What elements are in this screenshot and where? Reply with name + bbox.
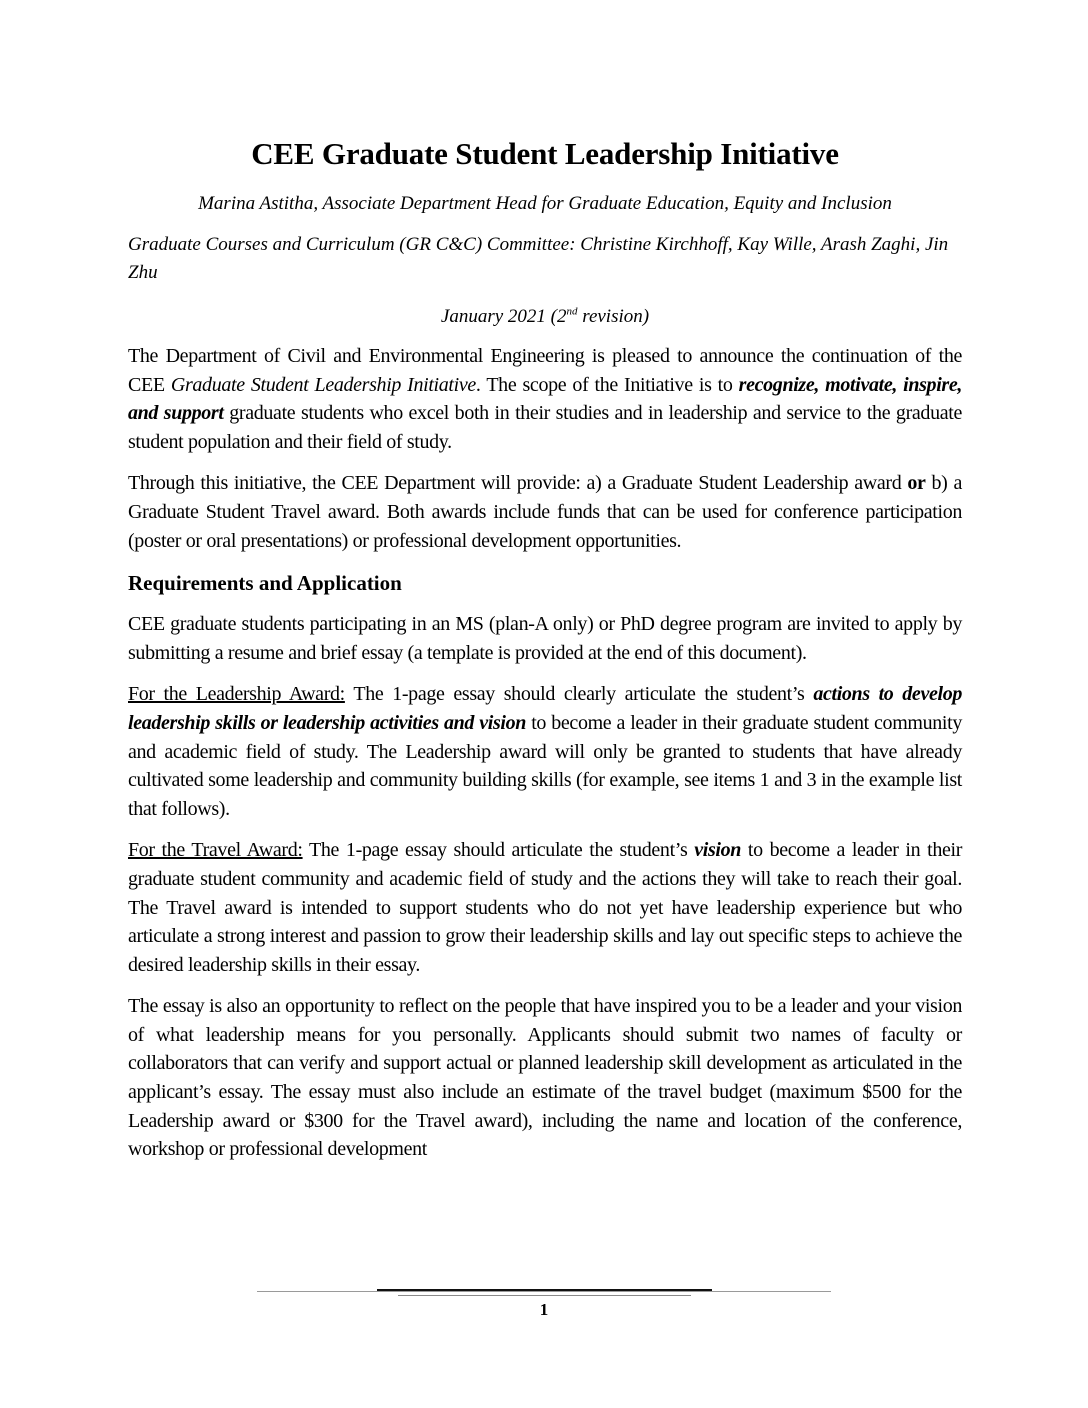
leadership-award-paragraph — [128, 680, 962, 823]
footer-divider-short — [398, 1295, 691, 1296]
text-run: to become a leader in their graduate student community and academic field of study. The Leadership award will only be granted to students that have already cultivated some leadership and community building skills (for example, see items 1 and 3 in the example list that follows). — [128, 711, 962, 820]
emphasis-text: actions to develop leadership skills or leadership activities and vision — [128, 683, 963, 734]
text-run: The Department of Civil and Environmental Engineering is pleased to announce the continuation of the CEE — [128, 345, 962, 396]
text-run: to become a leader in their graduate student community and academic field of study and the actions they will take to reach their goal. The Travel award is intended to support students who do not yet have leadership experience but who articulate a strong interest and passion to grow their leadership skills and lay out specific steps to achieve the desired leadership skills in their essay. — [128, 839, 963, 976]
text-run: The 1-page essay should articulate the student’s — [302, 839, 695, 862]
date-superscript: nd — [566, 305, 578, 318]
text-run: Through this initiative, the CEE Department will provide: a) a Graduate Student Leadership award — [128, 472, 908, 495]
page-content — [128, 132, 962, 1177]
section-heading-requirements: Requirements and Application — [128, 571, 402, 596]
intro-paragraph-1 — [128, 342, 962, 456]
emphasis-text: or — [907, 472, 926, 495]
initiative-name: Graduate Student Leadership Initiative — [170, 373, 476, 396]
essay-paragraph: The essay is also an opportunity to reflect on the people that have inspired you to be a leader and your vision of what leadership means for you personally. Applicants should submit two names of faculty or collaborators that can verify and support actual or planned leadership skill development as articulated in the applicant’s essay. The essay must also include an estimate of the travel budget (maximum $500 for the Leadership award or $300 for the Travel award), including the name and location of the conference, workshop or professional development — [128, 995, 962, 1161]
text-run: graduate students who excel both in their studies and in leadership and service to the graduate student population and their field of study. — [128, 402, 962, 453]
date-suffix: revision) — [577, 306, 650, 327]
document-date — [128, 303, 962, 331]
requirements-paragraph: CEE graduate students participating in an MS (plan-A only) or PhD degree program are invited to apply by submitting a resume and brief essay (a template is provided at the end of this document). — [128, 613, 962, 664]
travel-award-paragraph — [128, 836, 962, 979]
text-run: b) a Graduate Student Travel award. Both awards include funds that can be used for conference participation (poster or oral presentations) or professional development opportunities. — [128, 472, 962, 552]
author-line: Marina Astitha, Associate Department Head for Graduate Education, Equity and Inclusion — [198, 193, 892, 214]
leadership-award-label: For the Leadership Award: — [128, 683, 345, 706]
emphasis-text: recognize, motivate, inspire, and support — [128, 373, 963, 425]
date-prefix: January 2021 (2 — [440, 306, 567, 327]
footer-divider — [257, 1291, 831, 1292]
page-number: 1 — [539, 1300, 549, 1319]
emphasis-text: vision — [694, 839, 742, 862]
document-title: CEE Graduate Student Leadership Initiative — [251, 136, 839, 171]
footer-divider-thick — [377, 1289, 712, 1291]
committee-line: Graduate Courses and Curriculum (GR C&C) Committee: Christine Kirchhoff, Kay Wille, Arash Zaghi, Jin Zhu — [128, 234, 949, 283]
intro-paragraph-2 — [128, 469, 962, 555]
text-run: . The scope of the Initiative is to — [475, 373, 739, 396]
travel-award-label: For the Travel Award: — [128, 839, 303, 862]
text-run: The 1-page essay should clearly articulate the student’s — [344, 683, 814, 706]
